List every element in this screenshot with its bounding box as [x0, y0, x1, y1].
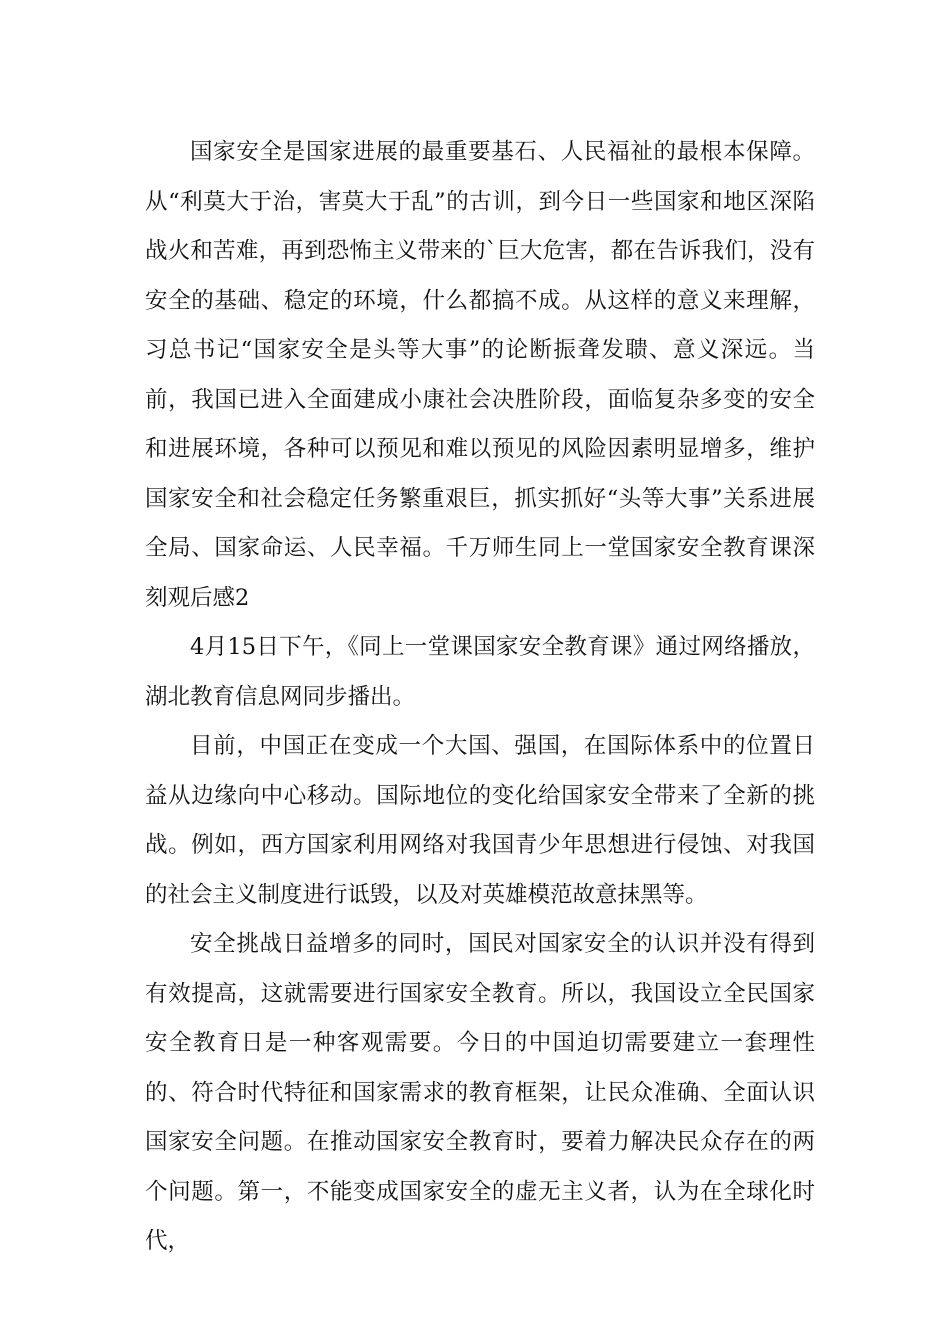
paragraph-3: 目前，中国正在变成一个大国、强国，在国际体系中的位置日益从边缘向中心移动。国际地位的变化给国家安全带来了全新的挑战。例如，西方国家利用网络对我国青少年思想进行侵蚀、对我国的社会主义制度进行诋毁，以及对英雄模范故意抹黑等。 — [145, 733, 815, 908]
paragraph-1: 国家安全是国家进展的最重要基石、人民福祉的最根本保障。从“利莫大于治，害莫大于乱”的古训，到今日一些国家和地区深陷战火和苦难，再到恐怖主义带来的`巨大危害，都在告诉我们，没有安全的基础、稳定的环境，什么都搞不成。从这样的意义来理解，习总书记“国家安全是头等大事”的论断振聋发聩、意义深远。当前，我国已进入全面建成小康社会决胜阶段，面临复杂多变的安全和进展环境，各种可以预见和难以预见的风险因素明显增多，维护国家安全和社会稳定任务繁重艰巨，抓实抓好“头等大事”关系进展全局、国家命运、人民幸福。千万师生同上一堂国家安全教育课深刻观后感2 — [145, 139, 815, 611]
paragraph-4: 安全挑战日益增多的同时，国民对国家安全的认识并没有得到有效提高，这就需要进行国家安全教育。所以，我国设立全民国家安全教育日是一种客观需要。今日的中国迫切需要建立一套理性的、符合时代特征和国家需求的教育框架，让民众准确、全面认识国家安全问题。在推动国家安全教育时，要着力解决民众存在的两个问题。第一，不能变成国家安全的虚无主义者，认为在全球化时代， — [145, 931, 815, 1254]
paragraph-2: 4月15日下午，《同上一堂课国家安全教育课》通过网络播放，湖北教育信息网同步播出。 — [145, 634, 815, 710]
document-body — [145, 128, 815, 1267]
